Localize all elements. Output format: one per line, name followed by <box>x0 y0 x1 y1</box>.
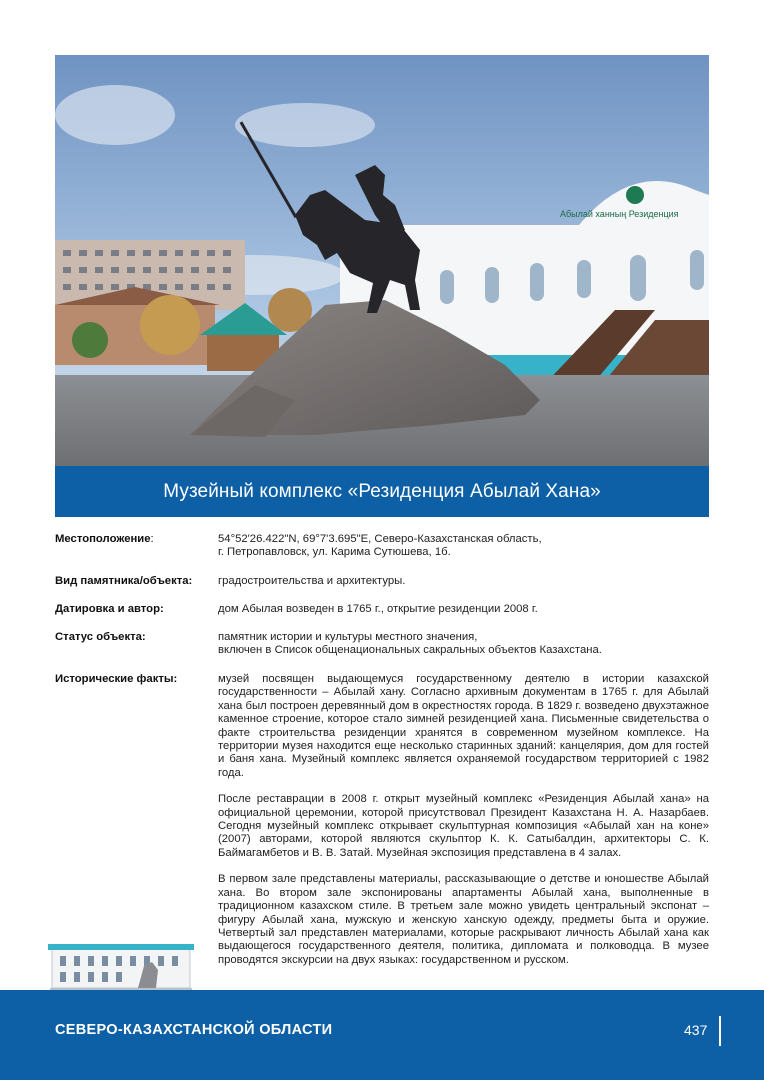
field-label: Исторические факты: <box>55 673 178 685</box>
field-label: Статус объекта: <box>55 631 146 643</box>
building-sign: Абылай ханның Резиденция <box>560 209 679 219</box>
footer <box>0 990 764 1080</box>
footer-region: СЕВЕРО-КАЗАХСТАНСКОЙ ОБЛАСТИ <box>55 1022 333 1038</box>
monument-photo <box>55 55 709 466</box>
page-title: Музейный комплекс «Резиденция Абылай Хана» <box>163 480 601 502</box>
field-label: Вид памятника/объекта: <box>55 575 193 587</box>
field-value: градостроительства и архитектуры. <box>218 575 406 587</box>
title-bar <box>55 466 709 517</box>
field-label: Местоположение: <box>55 533 154 545</box>
history-paragraph: В первом зале представлены материалы, рассказывающие о детстве и юношестве Абылай хана. Во втором зале экспонированы апартаменты Абылай хана, выполненные в традиционном казахском стиле. В третьем зале можно увидеть центральный экспонат – фигуру Абылай хана, мужскую и женскую ханскую одежду, предметы быта и оружие. Четвертый зал представлен материалами, которые раскрывают личность Абылай хана как выдающегося государственного деятеля, политика, дипломата и полководца. В музее проводятся экскурсии на двух языках: государственном и русском. <box>218 873 709 966</box>
history-paragraph: После реставрации в 2008 г. открыт музейный комплекс «Резиденция Абылай хана» на официальной церемонии, которой присутствовал Президент Казахстана Н. А. Назарбаев. Сегодня музейный комплекс открывает скульптурная композиция «Абылай хан на коне» (2007) авторами, которой являются скульптор К. К. Сатыбалдин, архитекторы С. К. Баймагамбетов и В. В. Затай. Музейная экспозиция представлена в 4 залах. <box>218 793 709 859</box>
page-number: 437 <box>684 1022 708 1038</box>
field-value: 54°52'26.422"N, 69°7'3.695"E, Северо-Казахстанская область, г. Петропавловск, ул. Карима Сутюшева, 1б. <box>218 533 542 559</box>
field-label: Датировка и автор: <box>55 603 164 615</box>
field-value: памятник истории и культуры местного значения, включен в Список общенациональных сакральных объектов Казахстана. <box>218 631 602 657</box>
history-paragraph: музей посвящен выдающемуся государственному деятелю в истории казахской государственности – Абылай хану. Согласно архивным документам в 1765 г. для Абылай хана был построен деревянный дом в окрестностях города. В 1829 г. возведено двухэтажное каменное строение, которое стало зимней резиденцией хана. Письменные свидетельства о факте строительства резиденции хранятся в современном музейном комплексе. На территории музея находится еще несколько старинных зданий: канцелярия, дом для гостей и баня хана. Музейный комплекс является охраняемой государством территорией с 1982 года. <box>218 673 709 779</box>
field-value: дом Абылая возведен в 1765 г., открытие резиденции 2008 г. <box>218 603 538 615</box>
history-text <box>218 673 709 980</box>
museum-thumbnail <box>48 936 194 996</box>
footer-divider <box>719 1016 721 1046</box>
